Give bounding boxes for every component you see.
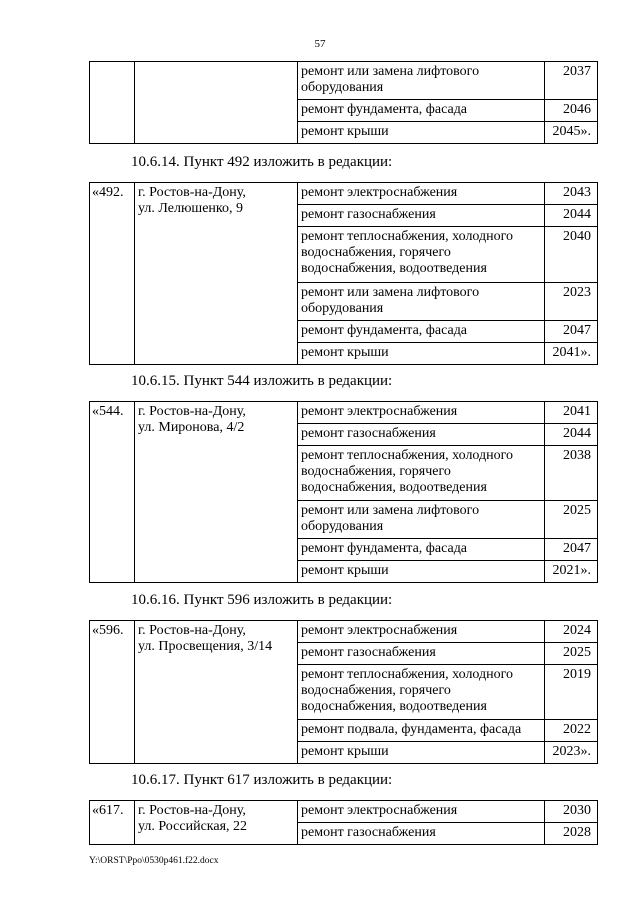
section-table xyxy=(89,182,598,365)
work-cell: ремонт или замена лифтового оборудования xyxy=(298,62,545,100)
work-cell: ремонт подвала, фундамента, фасада xyxy=(298,720,545,742)
year-cell: 2040 xyxy=(545,227,598,283)
section-table xyxy=(89,401,598,583)
year-cell: 2037 xyxy=(545,62,598,100)
work-cell: ремонт теплоснабжения, холодного водоснабжения, горячего водоснабжения, водоотведения xyxy=(298,665,545,720)
work-cell: ремонт или замена лифтового оборудования xyxy=(298,501,545,539)
year-cell: 2038 xyxy=(545,446,598,501)
footer-file-path: Y:\ORST\Ppo\0530p461.f22.docx xyxy=(89,856,219,866)
year-cell: 2019 xyxy=(545,665,598,720)
section-table xyxy=(89,620,598,764)
work-cell: ремонт электроснабжения xyxy=(298,801,545,823)
year-cell: 2021». xyxy=(545,561,598,583)
year-cell: 2030 xyxy=(545,801,598,823)
section-heading: 10.6.14. Пункт 492 изложить в редакции: xyxy=(131,154,393,170)
item-number: «617. xyxy=(90,801,135,845)
table-row xyxy=(90,183,598,205)
address-cell xyxy=(135,62,298,144)
year-cell: 2041 xyxy=(545,402,598,424)
work-cell: ремонт фундамента, фасада xyxy=(298,100,545,122)
work-cell: ремонт газоснабжения xyxy=(298,424,545,446)
year-cell: 2024 xyxy=(545,621,598,643)
address-cell xyxy=(135,621,298,764)
work-cell: ремонт теплоснабжения, холодного водоснабжения, горячего водоснабжения, водоотведения xyxy=(298,227,545,283)
item-number: «596. xyxy=(90,621,135,764)
work-cell: ремонт газоснабжения xyxy=(298,823,545,845)
work-cell: ремонт крыши xyxy=(298,561,545,583)
year-cell: 2043 xyxy=(545,183,598,205)
year-cell: 2025 xyxy=(545,501,598,539)
address-street: ул. Миронова, 4/2 xyxy=(138,420,245,435)
year-cell: 2028 xyxy=(545,823,598,845)
address-city: г. Ростов-на-Дону, xyxy=(138,803,246,818)
address-city: г. Ростов-на-Дону, xyxy=(138,404,246,419)
section-heading: 10.6.15. Пункт 544 изложить в редакции: xyxy=(131,373,393,389)
year-cell: 2046 xyxy=(545,100,598,122)
year-cell: 2047 xyxy=(545,321,598,343)
section-heading: 10.6.16. Пункт 596 изложить в редакции: xyxy=(131,592,393,608)
work-cell: ремонт крыши xyxy=(298,742,545,764)
work-cell: ремонт газоснабжения xyxy=(298,643,545,665)
work-cell: ремонт электроснабжения xyxy=(298,621,545,643)
address-street: ул. Российская, 22 xyxy=(138,819,248,834)
year-cell: 2023». xyxy=(545,742,598,764)
address-cell xyxy=(135,402,298,583)
table-row xyxy=(90,801,598,823)
year-cell: 2047 xyxy=(545,539,598,561)
year-cell: 2041». xyxy=(545,343,598,365)
address-cell xyxy=(135,183,298,365)
year-cell: 2045». xyxy=(545,122,598,144)
table-row xyxy=(90,402,598,424)
table-row xyxy=(90,621,598,643)
work-cell: ремонт крыши xyxy=(298,122,545,144)
work-cell: ремонт крыши xyxy=(298,343,545,365)
work-cell: ремонт фундамента, фасада xyxy=(298,539,545,561)
year-cell: 2022 xyxy=(545,720,598,742)
address-street: ул. Лелюшенко, 9 xyxy=(138,201,244,216)
number-cell xyxy=(90,62,135,144)
address-city: г. Ростов-на-Дону, xyxy=(138,185,246,200)
work-cell: ремонт электроснабжения xyxy=(298,183,545,205)
item-number: «492. xyxy=(90,183,135,365)
work-cell: ремонт электроснабжения xyxy=(298,402,545,424)
address-street: ул. Просвещения, 3/14 xyxy=(138,639,273,654)
year-cell: 2044 xyxy=(545,424,598,446)
continued-table xyxy=(89,61,598,144)
work-cell: ремонт фундамента, фасада xyxy=(298,321,545,343)
table-row xyxy=(90,62,598,100)
year-cell: 2023 xyxy=(545,283,598,321)
address-city: г. Ростов-на-Дону, xyxy=(138,623,246,638)
address-cell xyxy=(135,801,298,845)
page-number: 57 xyxy=(314,38,326,50)
item-number: «544. xyxy=(90,402,135,583)
work-cell: ремонт газоснабжения xyxy=(298,205,545,227)
work-cell: ремонт или замена лифтового оборудования xyxy=(298,283,545,321)
section-table xyxy=(89,800,598,845)
work-cell: ремонт теплоснабжения, холодного водоснабжения, горячего водоснабжения, водоотведения xyxy=(298,446,545,501)
section-heading: 10.6.17. Пункт 617 изложить в редакции: xyxy=(131,772,393,788)
year-cell: 2025 xyxy=(545,643,598,665)
year-cell: 2044 xyxy=(545,205,598,227)
